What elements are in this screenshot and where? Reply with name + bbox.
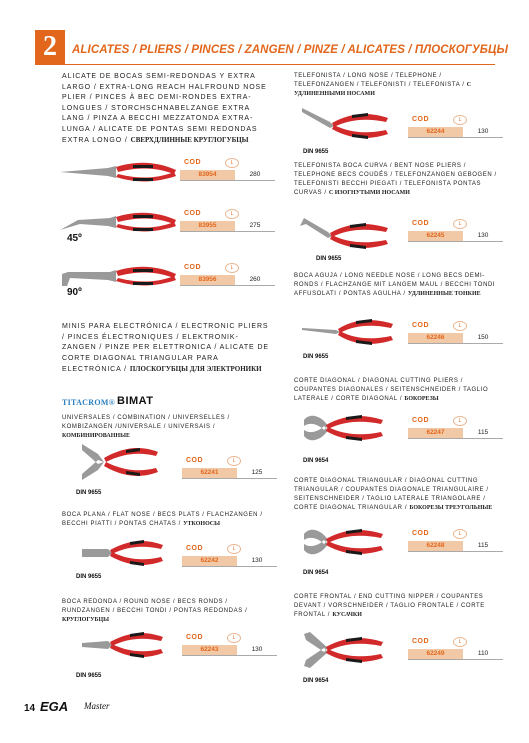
- code-underline: [408, 659, 503, 660]
- code-underline: [182, 566, 277, 567]
- brand-logo-script: Master: [84, 701, 110, 711]
- plier-image-round: [80, 625, 165, 665]
- product-code: 62249: [408, 649, 463, 659]
- frontal-description: [294, 593, 499, 620]
- product-size: 130: [251, 646, 263, 653]
- product-code: 83956: [180, 275, 235, 285]
- cod-label: COD: [186, 545, 204, 552]
- code-underline: [408, 343, 503, 344]
- length-icon: L: [453, 529, 467, 539]
- product-code: 83955: [180, 221, 235, 231]
- product-size: 275: [249, 222, 261, 229]
- length-icon: L: [227, 544, 241, 554]
- code-underline: [408, 137, 503, 138]
- round-desc-text: BOCA REDONDA / ROUND NOSE / BECS RONDS / RUNDZANGEN / BECCHI TONDI / PONTAS REDONDAS /: [62, 599, 248, 614]
- length-icon: L: [225, 158, 239, 168]
- din-label: DIN 9655: [76, 574, 102, 580]
- product-code: 62241: [182, 468, 237, 478]
- length-icon: L: [225, 209, 239, 219]
- bent-description: [294, 162, 499, 198]
- code-underline: [182, 478, 277, 479]
- needle-desc-cyrillic: УДЛИНЕННЫЕ ТОНКИЕ: [407, 291, 481, 297]
- frontal-desc-cyrillic: КУСАЧКИ: [332, 612, 362, 618]
- cod-label: COD: [184, 264, 202, 271]
- diagonal-desc-cyrillic: БОКОРЕЗЫ: [404, 396, 439, 402]
- needle-desc-text: BOCA AGUJA / LONG NEEDLE NOSE / LONG BECS DEMI-RONDS / FLACHZANGE MIT LANGEM MAUL / BECCHI TONDI AFFUSOLATI / PONTAS AGULHA /: [294, 273, 496, 297]
- product-code: 62248: [408, 541, 463, 551]
- plier-image-flat: [80, 533, 165, 573]
- telephone-desc-cyrillic: С УДЛИНЕННЫМИ НОСАМИ: [294, 82, 472, 97]
- product-code: 62242: [182, 556, 237, 566]
- code-box-62249: [408, 638, 503, 662]
- flat-desc-text: BOCA PLANA / FLAT NOSE / BECS PLATS / FLACHZANGEN / BECCHI PIATTI / PONTAS CHATAS /: [62, 512, 263, 527]
- telephone-desc-text: TELEFONISTA / LONG NOSE / TELEPHONE / TELEFONZANGEN / TELEFONISTI / TELEFONISTA /: [294, 73, 465, 88]
- universal-description: [62, 414, 267, 441]
- code-underline: [180, 285, 275, 286]
- code-underline: [180, 231, 275, 232]
- flat-desc-cyrillic: УТКОНОСЫ: [183, 521, 221, 527]
- chapter-divider: [35, 64, 495, 65]
- cod-label: COD: [412, 116, 430, 123]
- code-box-62242: [182, 545, 277, 569]
- plier-image-telephone: [300, 102, 390, 147]
- code-underline: [408, 438, 503, 439]
- needle-description: [294, 272, 499, 299]
- length-icon: L: [453, 416, 467, 426]
- product-code: 62247: [408, 428, 463, 438]
- din-label: DIN 9654: [303, 678, 329, 684]
- cod-label: COD: [412, 220, 430, 227]
- product-size: 260: [249, 276, 261, 283]
- triangular-desc-text: CORTE DIAGONAL TRIANGULAR / DIAGONAL CUTTING TRIANGULAR / COUPANTES DIAGONALE TRIANGULAIRE / SEITENSCHNEIDER / TAGLIO LATERALE TRIANGOLARE / CORTE DIAGONAL TRIANGULAR /: [294, 478, 489, 511]
- flat-description: [62, 511, 272, 529]
- chapter-number: 2: [35, 30, 65, 64]
- universal-desc-text: UNIVERSALES / COMBINATION / UNIVERSELLES / KOMBIZANGEN /UNIVERSALE / UNIVERSAIS /: [62, 415, 230, 430]
- product-size: 130: [477, 128, 489, 135]
- cod-label: COD: [186, 634, 204, 641]
- product-size: 115: [477, 542, 489, 549]
- halfround-description: [62, 72, 272, 147]
- angle-label-45: 45º: [67, 233, 82, 244]
- product-size: 115: [477, 429, 489, 436]
- length-icon: L: [227, 633, 241, 643]
- din-label: DIN 9655: [316, 256, 342, 262]
- plier-image-bent: [298, 212, 390, 257]
- cod-label: COD: [184, 159, 202, 166]
- cod-label: COD: [412, 530, 430, 537]
- product-code: 62246: [408, 333, 463, 343]
- halfround-desc-cyrillic: СВЕРХДЛИННЫЕ КРУГЛОГУБЦЫ: [130, 136, 249, 144]
- electronic-desc-cyrillic: ПЛОСКОГУБЦЫ ДЛЯ ЭЛЕКТРОНИКИ: [129, 365, 262, 373]
- cod-label: COD: [184, 210, 202, 217]
- product-size: 280: [249, 171, 261, 178]
- diagonal-description: [294, 377, 499, 404]
- code-underline: [182, 655, 277, 656]
- brand-logo: EGA: [40, 699, 69, 714]
- triangular-description: [294, 477, 499, 513]
- product-code: 83954: [180, 170, 235, 180]
- code-box-62245: [408, 220, 503, 244]
- code-box-62244: [408, 116, 503, 140]
- code-box-62246: [408, 322, 503, 346]
- telephone-description: [294, 72, 494, 99]
- plier-image-needle: [300, 308, 395, 353]
- length-icon: L: [453, 637, 467, 647]
- code-box-62241: [182, 457, 277, 481]
- cod-label: COD: [412, 322, 430, 329]
- plier-image-diagonal: [300, 406, 385, 451]
- din-label: DIN 9655: [303, 354, 329, 360]
- code-underline: [180, 180, 275, 181]
- triangular-desc-cyrillic: БОКОРЕЗЫ ТРЕУГОЛЬНЫЕ: [409, 505, 493, 511]
- plier-image-triangular: [300, 520, 385, 565]
- code-underline: [408, 241, 503, 242]
- code-box-62248: [408, 530, 503, 554]
- bent-desc-cyrillic: С ИЗОГНУТЫМИ НОСАМИ: [328, 190, 410, 196]
- product-size: 110: [477, 650, 489, 657]
- frontal-desc-text: CORTE FRONTAL / END CUTTING NIPPER / COUPANTES DEVANT / VORSCHNEIDER / TAGLIO FRONTALE / CORTE FRONTAL /: [294, 594, 485, 618]
- chapter-title: ALICATES / PLIERS / PINCES / ZANGEN / PINZE / ALICATES / ПЛОСКОГУБЦЫ: [72, 44, 509, 56]
- cod-label: COD: [412, 417, 430, 424]
- din-label: DIN 9655: [76, 673, 102, 679]
- plier-image-halfround-straight: [58, 158, 178, 188]
- length-icon: L: [453, 321, 467, 331]
- code-box-83955: [180, 210, 275, 234]
- code-underline: [408, 551, 503, 552]
- round-desc-cyrillic: КРУГЛОГУБЦЫ: [62, 617, 110, 623]
- electronic-description: [62, 322, 272, 376]
- round-description: [62, 598, 272, 625]
- electronic-desc-text: MINIS PARA ELECTRÓNICA / ELECTRONIC PLIERS / PINCES ÉLECTRONIQUES / ELEKTRONIK-ZANGEN / PINZE PER ELETTRONICA / ALICATE DE CORTE DIAGONAL TRIANGULAR PARA ELECTRÓNICA /: [62, 323, 269, 373]
- product-code: 62245: [408, 231, 463, 241]
- page-number: 14: [24, 703, 36, 714]
- product-size: 130: [251, 557, 263, 564]
- length-icon: L: [225, 263, 239, 273]
- plier-image-universal: [80, 440, 160, 485]
- din-label: DIN 9655: [303, 149, 329, 155]
- length-icon: L: [227, 456, 241, 466]
- product-size: 150: [477, 334, 489, 341]
- halfround-desc-text: ALICATE DE BOCAS SEMI-REDONDAS Y EXTRA LARGO / EXTRA-LONG REACH HALFROUND NOSE PLIER / PINCES À BEC DEMI-RONDES EXTRA-LONGUES / STORCHSCHNABELZANGE EXTRA LANG / PINZA A BECCHI MEZZATONDA EXTRA-LUNGA / ALICATE DE PONTAS SEMI REDONDAS EXTRA LONGO /: [62, 73, 267, 144]
- din-label: DIN 9655: [76, 490, 102, 496]
- din-label: DIN 9654: [303, 570, 329, 576]
- cod-label: COD: [412, 638, 430, 645]
- code-box-83954: [180, 159, 275, 183]
- product-size: 125: [251, 469, 263, 476]
- universal-desc-cyrillic: КОМБИНИРОВАННЫЕ: [62, 433, 130, 439]
- length-icon: L: [453, 219, 467, 229]
- titacrom-logo: TITACROM®: [62, 398, 115, 407]
- length-icon: L: [453, 115, 467, 125]
- code-box-62247: [408, 417, 503, 441]
- angle-label-90: 90º: [67, 287, 82, 298]
- din-label: DIN 9654: [303, 458, 329, 464]
- code-box-62243: [182, 634, 277, 658]
- bimat-logo: BIMAT: [117, 395, 154, 407]
- product-size: 130: [477, 232, 489, 239]
- cod-label: COD: [186, 457, 204, 464]
- bent-desc-text: TELEFONISTA BOCA CURVA / BENT NOSE PLIERS / TELEPHONE BECS COUDÉS / TELEFONZANGEN GEBOGEN / TELEFONISTI BECCHI PIEGATI / TELEFONISTA PONTAS CURVAS /: [294, 163, 497, 196]
- product-code: 62243: [182, 645, 237, 655]
- diagonal-desc-text: CORTE DIAGONAL / DIAGONAL CUTTING PLIERS / COUPANTES DIAGONALES / SEITENSCHNEIDER / TAGLIO LATERALE / CORTE DIAGONAL /: [294, 378, 489, 402]
- product-code: 62244: [408, 127, 463, 137]
- plier-image-frontal: [300, 628, 385, 673]
- code-box-83956: [180, 264, 275, 288]
